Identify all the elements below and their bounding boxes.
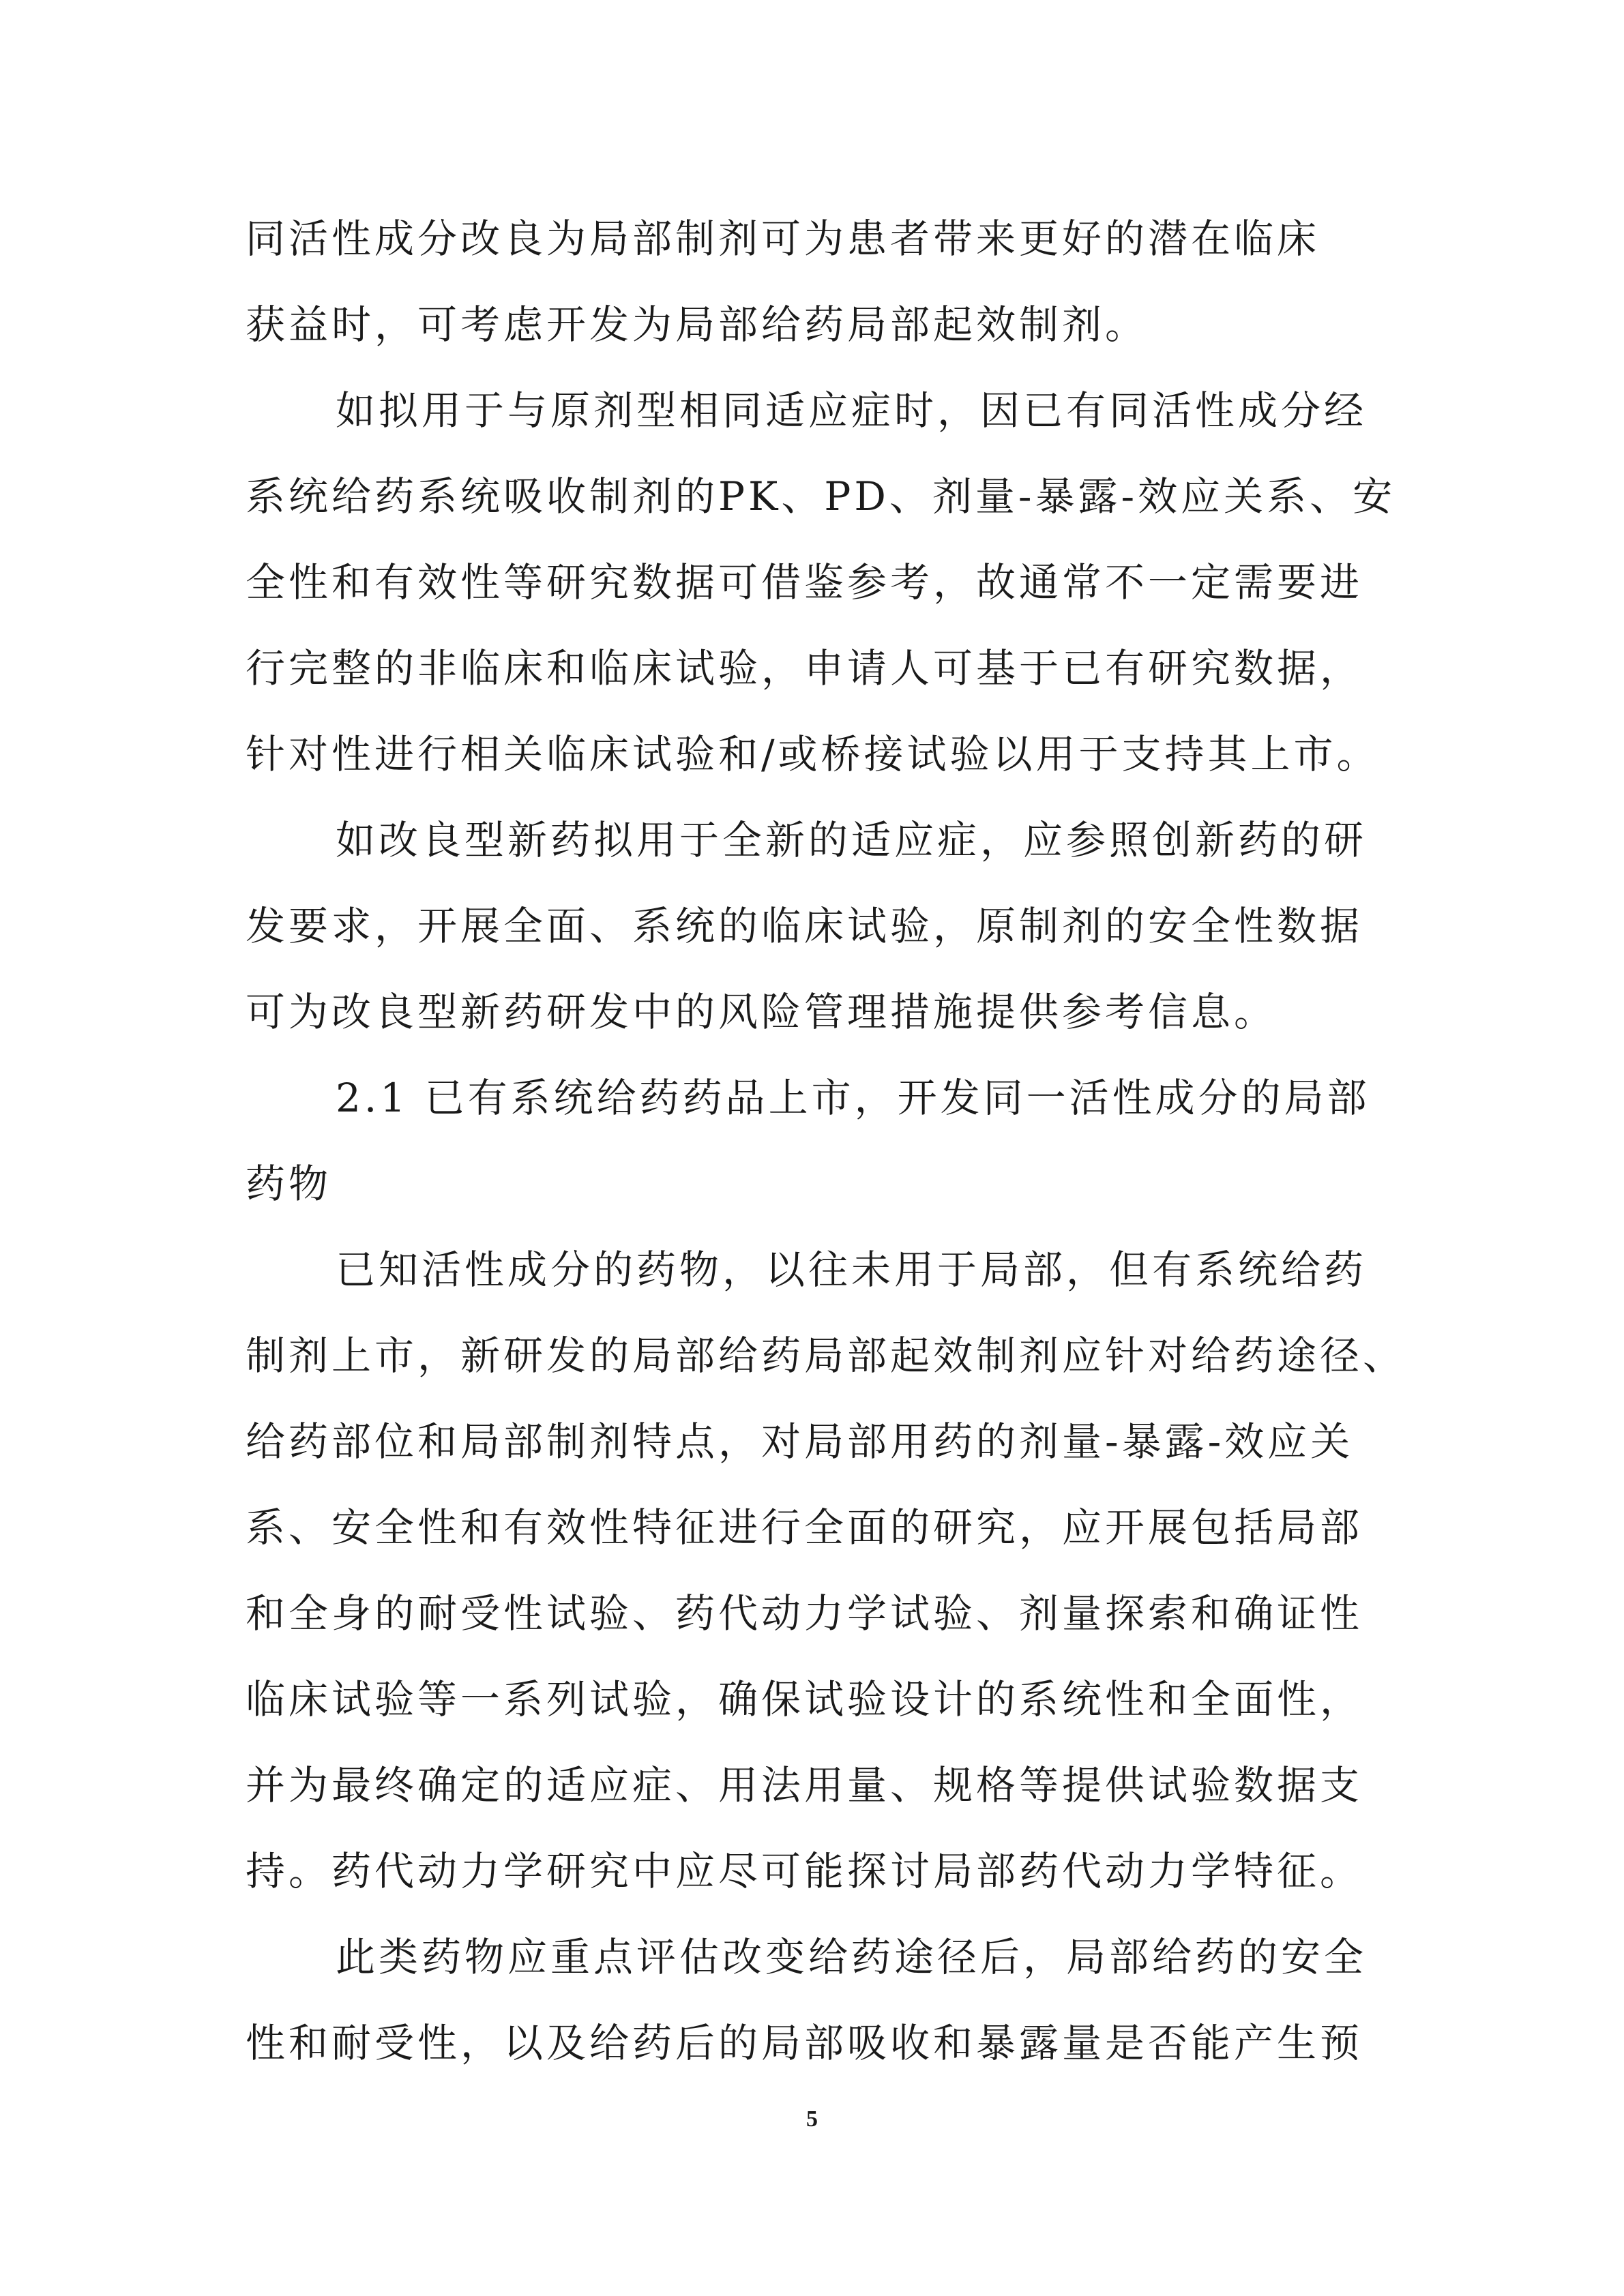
section-heading-line: 2.1 已有系统给药药品上市，开发同一活性成分的局部 — [336, 1075, 1370, 1121]
text-line: 全性和有效性等研究数据可借鉴参考，故通常不一定需要进 — [246, 559, 1363, 606]
text-line: 此类药物应重点评估改变给药途径后，局部给药的安全 — [336, 1934, 1368, 1980]
text-line: 持。药代动力学研究中应尽可能探讨局部药代动力学特征。 — [246, 1848, 1363, 1894]
section-heading-line: 药物 — [246, 1161, 332, 1207]
text-line: 和全身的耐受性试验、药代动力学试验、剂量探索和确证性 — [246, 1590, 1363, 1637]
text-line: 临床试验等一系列试验，确保试验设计的系统性和全面性， — [246, 1676, 1363, 1723]
text-line: 并为最终确定的适应症、用法用量、规格等提供试验数据支 — [246, 1762, 1363, 1808]
text-line: 获益时，可考虑开发为局部给药局部起效制剂。 — [246, 301, 1149, 348]
page-number: 5 — [806, 2106, 818, 2132]
text-line: 如改良型新药拟用于全新的适应症，应参照创新药的研 — [336, 817, 1368, 863]
text-line: 如拟用于与原剂型相同适应症时，因已有同活性成分经 — [336, 387, 1368, 434]
text-line: 已知活性成分的药物，以往未用于局部，但有系统给药 — [336, 1247, 1368, 1293]
text-line: 行完整的非临床和临床试验，申请人可基于已有研究数据， — [246, 645, 1363, 691]
text-line: 同活性成分改良为局部制剂可为患者带来更好的潜在临床 — [246, 215, 1320, 262]
text-line: 系统给药系统吸收制剂的PK、PD、剂量-暴露-效应关系、安 — [246, 473, 1396, 520]
text-line: 可为改良型新药研发中的风险管理措施提供参考信息。 — [246, 989, 1278, 1035]
text-line: 发要求，开展全面、系统的临床试验，原制剂的安全性数据 — [246, 903, 1363, 949]
text-line: 制剂上市，新研发的局部给药局部起效制剂应针对给药途径、 — [246, 1332, 1406, 1379]
text-line: 性和耐受性，以及给药后的局部吸收和暴露量是否能产生预 — [246, 2020, 1363, 2066]
text-line: 给药部位和局部制剂特点，对局部用药的剂量-暴露-效应关 — [246, 1418, 1354, 1465]
text-line: 系、安全性和有效性特征进行全面的研究，应开展包括局部 — [246, 1504, 1363, 1551]
text-line: 针对性进行相关临床试验和/或桥接试验以用于支持其上市。 — [246, 731, 1380, 777]
